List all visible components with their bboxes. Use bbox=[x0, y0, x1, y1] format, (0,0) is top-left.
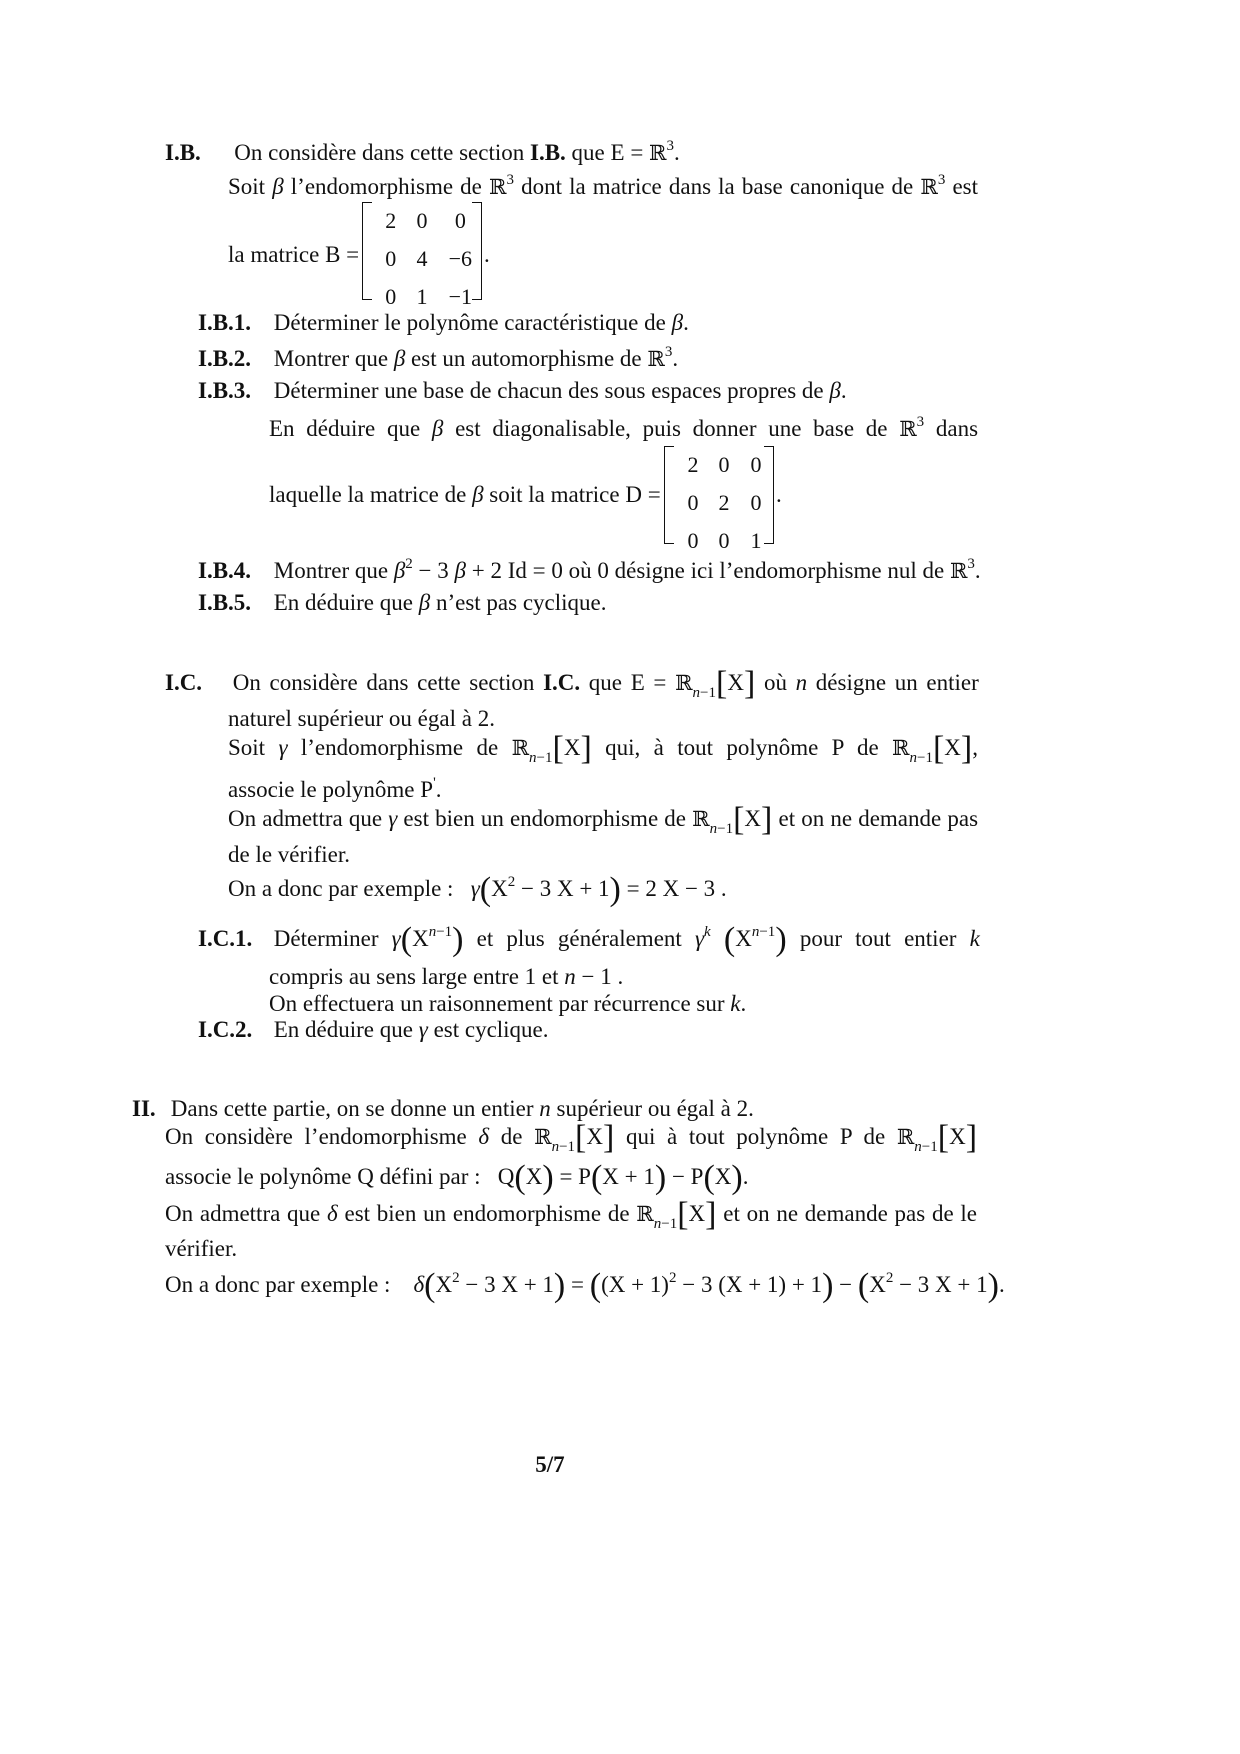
ic-line-1: I.C. On considère dans cette section I.C. que E = ℝ$_{n-1}$[X] où n désigne un entier bbox=[165, 665, 979, 702]
ii-line-3: associe le polynôme Q défini par : Q(X) = P(X + 1) − P(X). bbox=[165, 1159, 749, 1196]
ib-q3-line-3: laquelle la matrice de β soit la matrice D = bbox=[269, 482, 661, 507]
ib-q2: I.B.2. Montrer que β est un automorphisme de ℝ$^3$. bbox=[198, 344, 679, 371]
ib-q3: I.B.3. Déterminer une base de chacun des sous espaces propres de β. bbox=[198, 378, 847, 403]
ic-q1-line-2: compris au sens large entre 1 et n − 1 . bbox=[269, 964, 624, 989]
ic-line-3: Soit γ l’endomorphisme de ℝ$_{n-1}$[X] qui, à tout polynôme P de ℝ$_{n-1}$[X], bbox=[228, 730, 978, 767]
ib-label: I.B. bbox=[165, 140, 201, 165]
ib-q3-line-2: En déduire que β est diagonalisable, puis donner une base de ℝ$^3$ dans bbox=[269, 414, 979, 441]
ib-q5: I.B.5. En déduire que β n’est pas cyclique. bbox=[198, 590, 607, 615]
ib-line-1: I.B. On considère dans cette section I.B. que E = ℝ$^3$. bbox=[165, 138, 680, 165]
ib-q4: I.B.4. Montrer que $\beta^2 - 3$ β + 2 Id = 0 où 0 désigne ici l’endomorphisme nul de ℝ$^3$. bbox=[198, 556, 981, 583]
ic-line-5: On admettra que γ est bien un endomorphisme de ℝ$_{n-1}$[X] et on ne demande pas bbox=[228, 801, 979, 838]
page-number: 5/7 bbox=[535, 1452, 565, 1477]
ic-q1-line-3: On effectuera un raisonnement par récurrence sur k. bbox=[269, 991, 747, 1016]
ib-matrix-line: la matrice B = bbox=[228, 242, 360, 267]
ib-line-2: Soit β l’endomorphisme de ℝ$^3$ dont la matrice dans la base canonique de ℝ$^3$ est bbox=[228, 172, 978, 199]
matrix-b-table: 2 0 0 0 4 −6 0 1 −1 bbox=[385, 208, 473, 309]
matrix-b bbox=[362, 202, 482, 309]
ii-line-1: II. Dans cette partie, on se donne un entier n supérieur ou égal à 2. bbox=[132, 1096, 754, 1121]
ii-line-6: On a donc par exemple : $\delta(X^2 - 3$ $X + 1) = ((X + 1)^2 - 3$ $(X + 1) + 1) - (X^2 - 3$ X + 1). bbox=[165, 1267, 1005, 1304]
ib-q1: I.B.1. Déterminer le polynôme caractéristique de β. bbox=[198, 310, 689, 335]
ic-line-2: naturel supérieur ou égal à 2. bbox=[228, 706, 495, 731]
ic-q2: I.C.2. En déduire que γ est cyclique. bbox=[198, 1017, 549, 1042]
ic-line-6: de le vérifier. bbox=[228, 842, 350, 867]
ic-line-7: On a donc par exemple : $\gamma(X^2 - 3$ X + 1) = 2 X − 3 . bbox=[228, 871, 727, 908]
ii-line-2: On considère l’endomorphisme δ de ℝ$_{n-1}$[X] qui à tout polynôme P de ℝ$_{n-1}$[X] bbox=[165, 1119, 978, 1156]
ic-q1: I.C.1. Déterminer $\gamma(X^{n-1})$ et plus généralement $\gamma^k$ $(X^{n-1})$ pour tout entier k bbox=[198, 921, 980, 958]
ii-line-4: On admettra que δ est bien un endomorphisme de ℝ$_{n-1}$[X] et on ne demande pas de le bbox=[165, 1196, 978, 1233]
ii-line-5: vérifier. bbox=[165, 1236, 238, 1261]
matrix-d-table: 2 0 0 0 2 0 0 0 1 bbox=[687, 452, 762, 553]
matrix-d bbox=[664, 446, 774, 553]
ic-line-4: associe le polynôme P'. bbox=[228, 775, 442, 802]
